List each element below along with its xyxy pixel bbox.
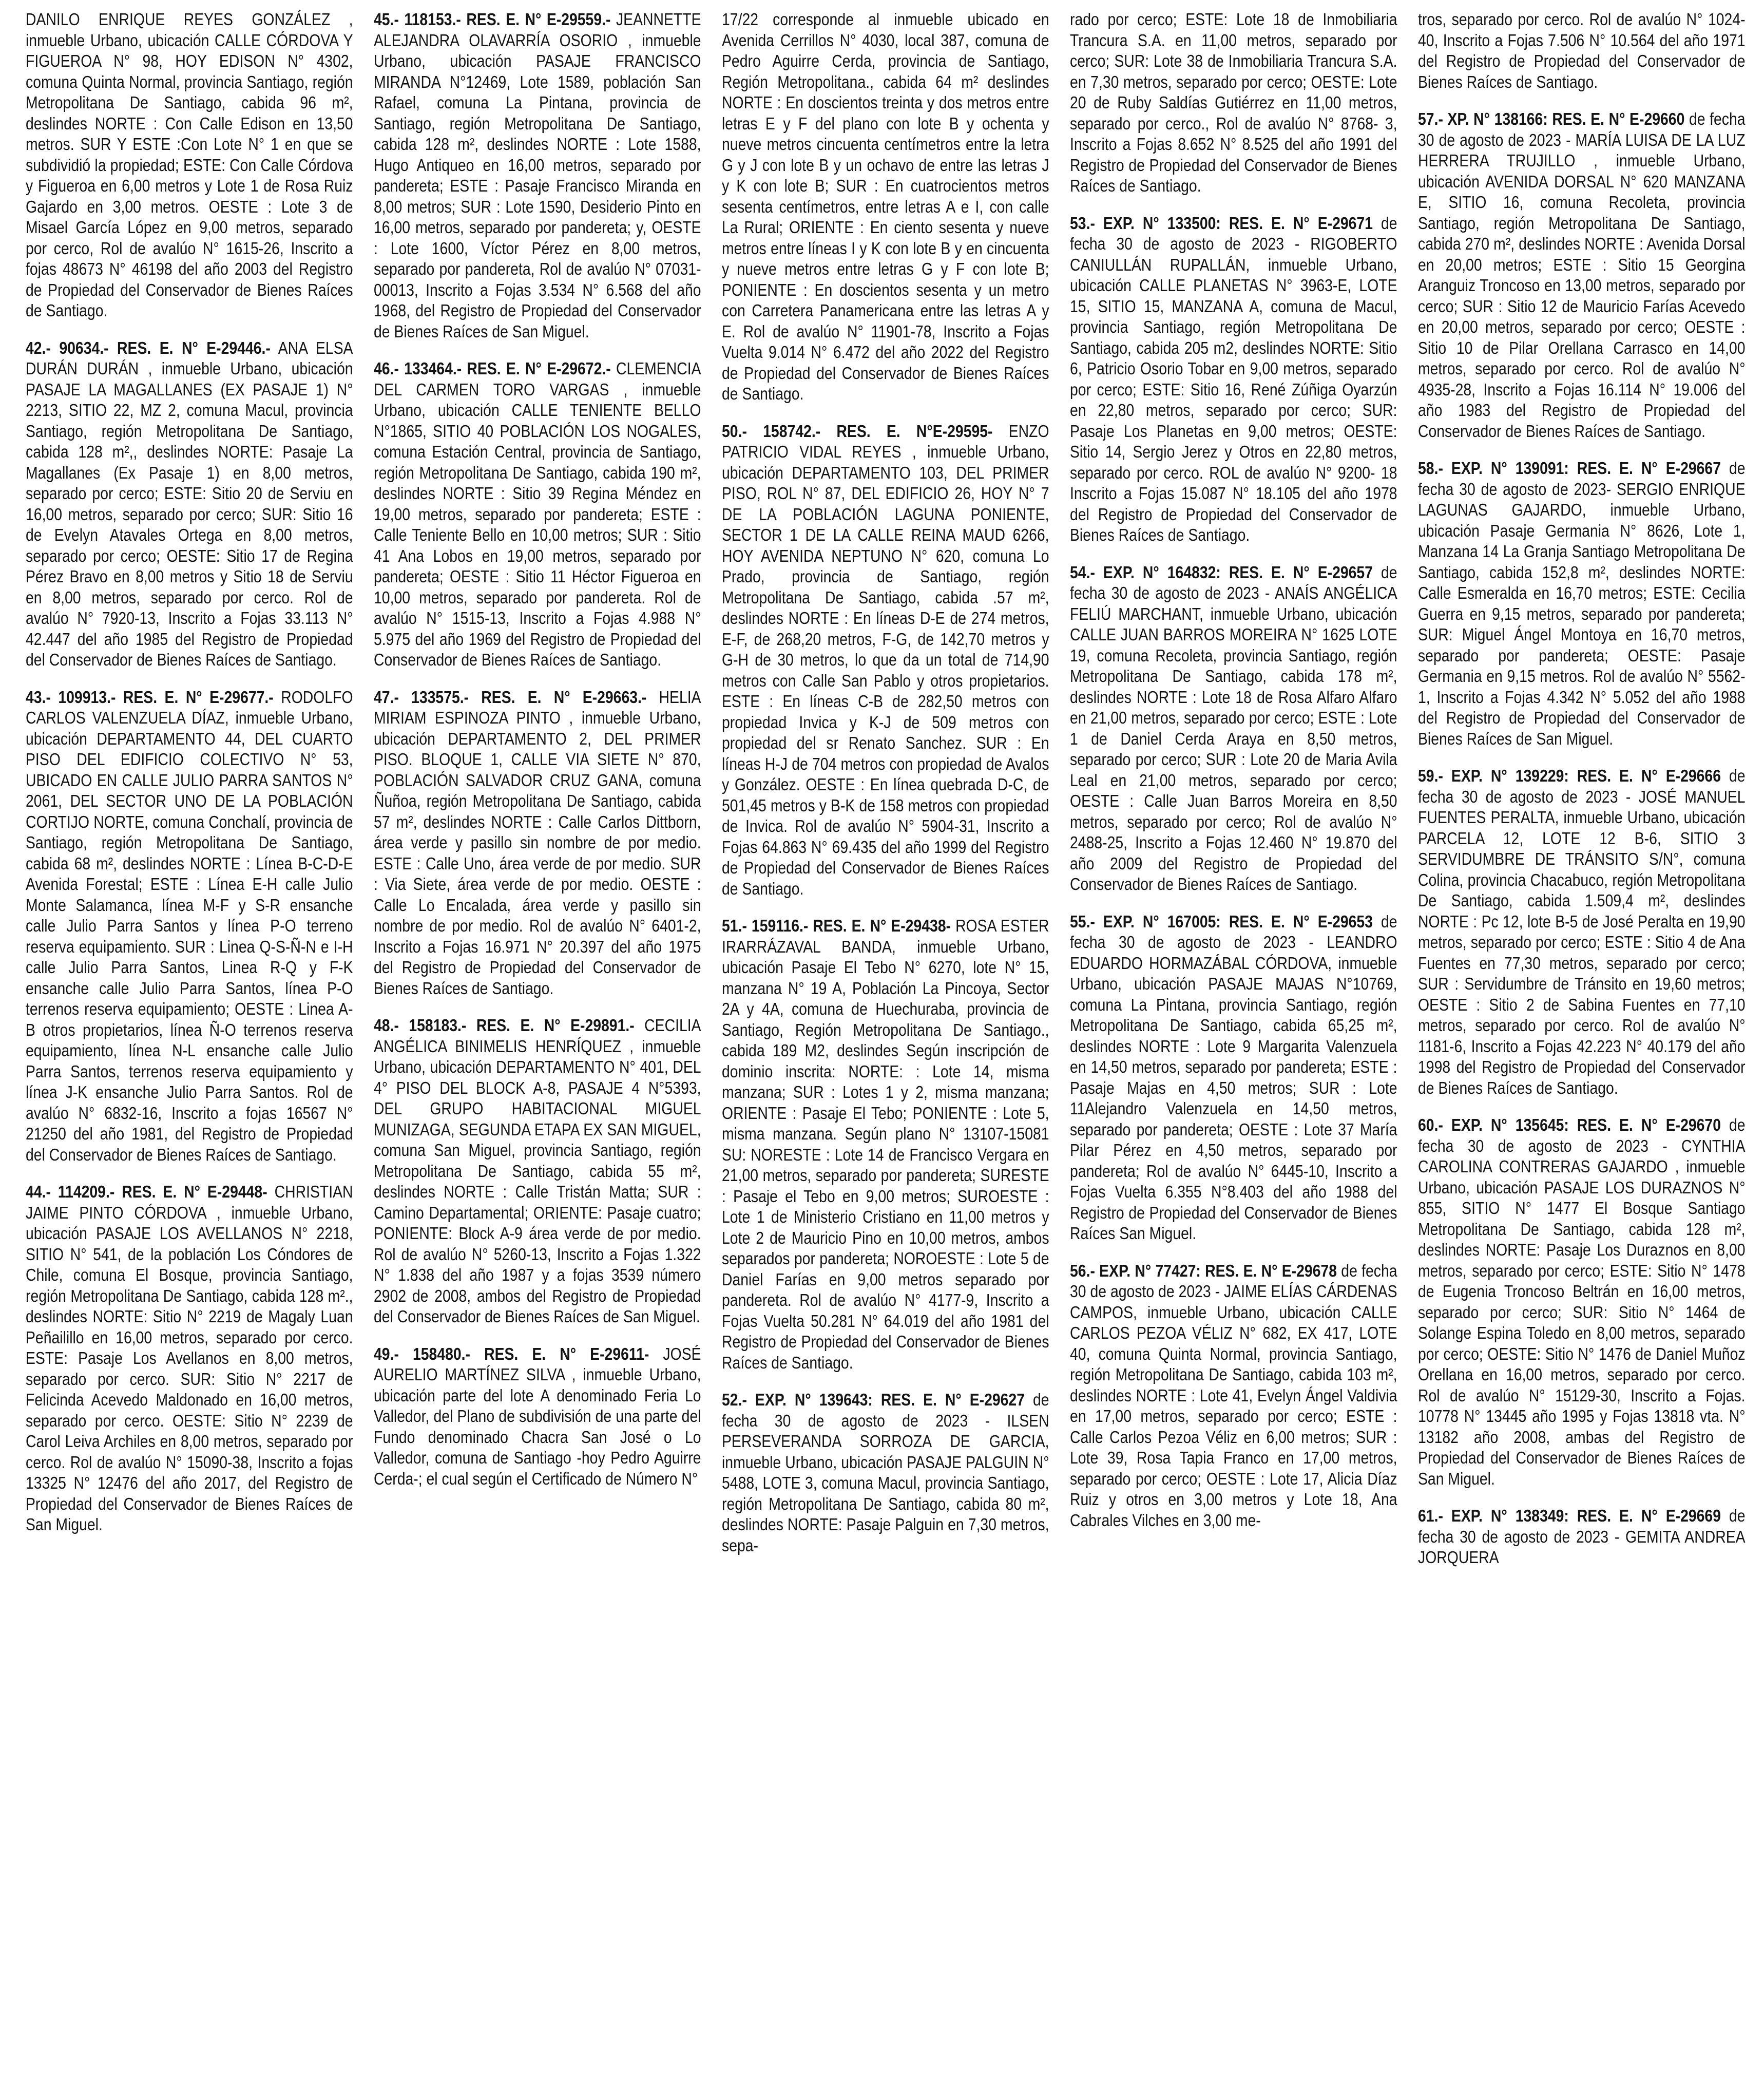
notice-continuation (722, 9, 1049, 405)
notice-continuation (1070, 9, 1397, 197)
notice-body: - JOSÉ MANUEL FUENTES PERALTA, inmueble Urbano, ubicación PARCELA 12, LOTE 12 B-6, SITIO 3 SERVIDUMBRE DE TRÁNSITO S/N°, comuna Colina, provincia Chacabuco, región Metropolitana De Santiago, cabida 1.509,4 m², deslindes NORTE : Pc 12, lote B-5 de José Peralta en 19,90 metros, separado por cerco; ESTE : Sitio 4 de Ana Fuentes en 77,30 metros, separado por cerco; SUR : Servidumbre de Tránsito en 19,60 metros; OESTE : Sitio 2 de Sabina Fuentes en 77,10 metros, separado por cerco. Rol de avalúo N° 1181-6, Inscrito a Fojas 42.223 N° 40.179 del año 1998 del Registro de Propiedad del Conservador de Bienes Raíces de Santiago. (1418, 787, 1746, 1097)
notice-entry (1418, 1115, 1746, 1489)
notice-entry (1070, 911, 1397, 1244)
notice-date: de fecha 30 de agosto de 2023 (1070, 213, 1397, 253)
notice-paragraph (1418, 109, 1746, 442)
notice-body: - JAIME ELÍAS CÁRDENAS CAMPOS, inmueble Urbano, ubicación CALLE CARLOS PEZOA VÉLIZ N° 682, EX 417, LOTE 40, comuna Quinta Normal, provincia Santiago, región Metropolitana De Santiago, cabida 103 m², deslindes NORTE : Lote 41, Evelyn Ángel Valdivia en 17,00 metros, separado por cerco; ESTE : Calle Carlos Pezoa Véliz en 6,00 metros; SUR : Lote 39, Rosa Tapia Franco en 17,00 metros, separado por cerco; OESTE : Lote 17, Alicia Díaz Ruiz y otros en 3,00 metros y Lote 18, Ana Cabrales Vilches en 3,00 me- (1070, 1282, 1397, 1530)
notice-body: - CYNTHIA CAROLINA CONTRERAS GAJARDO , inmueble Urbano, ubicación PASAJE LOS DURAZNOS N° 855, SITIO N° 1477 El Bosque Santiago Metropolitana De Santiago, cabida 128 m², deslindes NORTE: Pasaje Los Duraznos en 8,00 metros, separado por cerco; ESTE: Sitio N° 1478 de Eugenia Troncoso Beltrán en 16,00 metros, separado por cerco; SUR: Sitio N° 1464 de Solange Espina Toledo en 8,00 metros, separado por cerco; OESTE: Sitio N° 1476 de Daniel Muñoz Orellana en 16,00 metros, separado por cerco. Rol de avalúo N° 15129-30, Inscrito a Fojas. 10778 N° 13445 año 1995 y Fojas 13818 vta. N° 13182 año 2008, ambas del Registro de Propiedad del Conservador de Bienes Raíces de San Miguel. (1418, 1136, 1746, 1488)
notice-heading: 57.- XP. N° 138166: RES. E. N° E-29660 (1418, 109, 1685, 128)
notice-paragraph (722, 9, 1049, 405)
notice-body: ENZO PATRICIO VIDAL REYES , inmueble Urbano, ubicación DEPARTAMENTO 103, DEL PRIMER PISO, ROL N° 87, DEL EDIFICIO 26, HOY N° 7 DE LA POBLACIÓN LAGUNA PONIENTE, SECTOR 1 DE LA CALLE REINA MAUD 6266, HOY AVENIDA NEPTUNO N° 620, comuna Lo Prado, provincia de Santiago, región Metropolitana De Santiago, cabida .57 m², deslindes NORTE : En líneas D-E de 274 metros, E-F, de 268,20 metros, F-G, de 142,70 metros y G-H de 30 metros, lo que da un total de 714,90 metros con Calle San Pablo y otros propietarios. ESTE : En líneas C-B de 282,50 metros con propiedad Invica y K-J de 509 metros con propiedad del sr Renato Sanchez. SUR : En líneas H-J de 704 metros con propiedad de Avalos y González. OESTE : En línea quebrada D-C, de 501,45 metros y B-K de 158 metros con propiedad de Invica. Rol de avalúo N° 5904-31, Inscrito a Fojas 64.863 N° 69.435 del año 1999 del Registro de Propiedad del Conservador de Bienes Raíces de Santiago. (722, 421, 1049, 898)
notice-body: JOSÉ AURELIO MARTÍNEZ SILVA , inmueble Urbano, ubicación parte del lote A denominado Feria Lo Valledor, del Plano de subdivisión de una parte del Fundo denominado Chacra San José o Lo Valledor, comuna de Santiago -hoy Pedro Aguirre Cerda-; el cual según el Certificado de Número N° (374, 1344, 701, 1488)
notice-entry (722, 421, 1049, 900)
notice-paragraph (1418, 458, 1746, 749)
notice-body: ROSA ESTER IRARRÁZAVAL BANDA, inmueble Urbano, ubicación Pasaje El Tebo N° 6270, lote N° 15, manzana N° 19 A, Población La Pincoya, Sector 2A y 4A, comuna de Huechuraba, provincia de Santiago, Región Metropolitana De Santiago., cabida 189 M2, deslindes Según inscripción de dominio inscrita: NORTE: : Lote 14, misma manzana; SUR : Lotes 1 y 2, misma manzana; ORIENTE : Pasaje El Tebo; PONIENTE : Lote 5, misma manzana. Según plano N° 13107-15081 SU: NORESTE : Lote 14 de Francisco Vergara en 21,00 metros, separado por pandereta; SURESTE : Pasaje el Tebo en 9,00 metros; SUROESTE : Lote 1 de Ministerio Cristiano en 11,00 metros y Lote 2 de Mauricio Pino en 10,00 metros, ambos separados por pandereta; NOROESTE : Lote 5 de Daniel Farías en 9,00 metros separado por pandereta. Rol de avalúo N° 4177-9, Inscrito a Fojas Vuelta 50.281 N° 64.019 del año 1981 del Registro de Propiedad del Conservador de Bienes Raíces de Santiago. (722, 916, 1049, 1372)
notice-heading: 56.- EXP. N° 77427: RES. E. N° E-29678 (1070, 1261, 1337, 1280)
notice-body: - GEMITA ANDREA JORQUERA (1418, 1527, 1746, 1567)
notice-entry (374, 358, 701, 671)
notice-heading: 51.- 159116.- RES. E. N° E-29438- (722, 916, 951, 935)
notice-body: CHRISTIAN JAIME PINTO CÓRDOVA , inmueble Urbano, ubicación PASAJE LOS AVELLANOS N° 2218, SITIO N° 541, de la población Los Cóndores de Chile, comuna El Bosque, provincia Santiago, región Metropolitana De Santiago, cabida 128 m²., deslindes NORTE: Sitio N° 2219 de Magaly Luan Peñailillo en 16,00 metros, separado por cerco. ESTE: Pasaje Los Avellanos en 8,00 metros, separado por cerco. SUR: Sitio N° 2217 de Felicinda Acevedo Maldonado en 16,00 metros, separado por cerco. OESTE: Sitio N° 2239 de Carol Leiva Archiles en 8,00 metros, separado por cerco. Rol de avalúo N° 15090-38, Inscrito a fojas 13325 N° 12476 del año 2017, del Registro de Propiedad del Conservador de Bienes Raíces de San Miguel. (26, 1182, 353, 1534)
notice-paragraph (1070, 9, 1397, 197)
notice-paragraph (1070, 1261, 1397, 1531)
notice-paragraph (1418, 1506, 1746, 1568)
notice-entry (374, 9, 701, 342)
notice-entry (1418, 458, 1746, 749)
notice-body: HELIA MIRIAM ESPINOZA PINTO , inmueble Urbano, ubicación DEPARTAMENTO 2, DEL PRIMER PISO. BLOQUE 1, CALLE VIA SIETE N° 870, POBLACIÓN SALVADOR CRUZ GANA, comuna Ñuñoa, región Metropolitana De Santiago, cabida 57 m², deslindes NORTE : Calle Carlos Dittborn, área verde y pasillo sin nombre de por medio. ESTE : Calle Uno, área verde de por medio. SUR : Via Siete, área verde de por medio. OESTE : Calle Lo Encalada, área verde y pasillo sin nombre de por medio. Rol de avalúo N° 6401-2, Inscrito a Fojas 16.971 N° 20.397 del año 1975 del Registro de Propiedad del Conservador de Bienes Raíces de Santiago. (374, 687, 701, 998)
notice-entry (1070, 213, 1397, 546)
notice-paragraph (1418, 1115, 1746, 1489)
notice-paragraph (1070, 562, 1397, 895)
notice-entry (26, 1182, 353, 1535)
notice-body: 17/22 corresponde al inmueble ubicado en Avenida Cerrillos N° 4030, local 387, comuna de Pedro Aguirre Cerda, provincia de Santiago, Región Metropolitana., cabida 64 m² deslindes NORTE : En doscientos treinta y dos metros entre letras E y F del plano con lote B y ochenta y nueve metros cincuenta centímetros entre la letra G y J con lote B y un ochavo de entre las letras J y K con lote B; SUR : En cuatrocientos metros sesenta centímetros, entre letras A e I, con calle La Rural; ORIENTE : En ciento sesenta y nueve metros entre líneas I y K con lote B y en cincuenta y nueve metros entre letras G y F con lote B; PONIENTE : En doscientos sesenta y un metro con Carretera Panamericana entre las letras A y E. Rol de avalúo N° 11901-78, Inscrito a Fojas Vuelta 9.014 N° 6.472 del año 2022 del Registro de Propiedad del Conservador de Bienes Raíces de Santiago. (722, 10, 1049, 403)
text-column-3 (717, 9, 1054, 2085)
notice-body: CECILIA ANGÉLICA BINIMELIS HENRÍQUEZ , inmueble Urbano, ubicación DEPARTAMENTO N° 401, DEL 4° PISO DEL BLOCK A-8, PASAJE 4 N°5393, DEL GRUPO HABITACIONAL MIGUEL MUNIZAGA, SEGUNDA ETAPA EX SAN MIGUEL, comuna San Miguel, provincia Santiago, región Metropolitana De Santiago, cabida 55 m², deslindes NORTE : Calle Tristán Matta; SUR : Camino Departamental; ORIENTE: Pasaje cuatro; PONIENTE: Block A-9 área verde de por medio. Rol de avalúo N° 5260-13, Inscrito a Fojas 1.322 N° 1.838 del año 1987 y a fojas 3539 número 2902 de 2008, ambos del Registro de Propiedad del Conservador de Bienes Raíces de San Miguel. (374, 1016, 701, 1326)
notice-body: - SERGIO ENRIQUE LAGUNAS GAJARDO, inmueble Urbano, ubicación Pasaje Germania N° 8626, Lote 1, Manzana 14 La Granja Santiago Metropolitana De Santiago, cabida 152,8 m², deslindes NORTE: Calle Esmeralda en 16,70 metros; ESTE: Cecilia Guerra en 9,15 metros, separado por pandereta; SUR: Miguel Ángel Montoya en 16,70 metros, separado por pandereta; OESTE: Pasaje Germania en 9,15 metros. Rol de avalúo N° 5562-1, Inscrito a Fojas 4.342 N° 5.052 del año 1988 del Registro de Propiedad del Conservador de Bienes Raíces de San Miguel. (1418, 479, 1746, 748)
notice-body: - RIGOBERTO CANIULLÁN RUPALLÁN, inmueble Urbano, ubicación CALLE PLANETAS N° 3963-E, LOTE 15, SITIO 15, MANZANA A, comuna de Macul, provincia Santiago, región Metropolitana De Santiago, cabida 205 m2, deslindes NORTE: Sitio 6, Patricio Osorio Tobar en 9,00 metros, separado por cerco; ESTE: Sitio 16, René Zúñiga Oyarzún en 22,80 metros, separado por cerco; SUR: Pasaje Los Planetas en 9,00 metros; OESTE: Sitio 14, Sergio Jerez y Otros en 22,80 metros, separado por cerco. ROL de avalúo N° 9200- 18 Inscrito a Fojas 15.087 N° 18.105 del año 1978 del Registro de Propiedad del Conservador de Bienes Raíces de Santiago. (1070, 234, 1397, 544)
notice-continuation (26, 9, 353, 321)
notice-paragraph (374, 1344, 701, 1490)
notice-body: rado por cerco; ESTE: Lote 18 de Inmobiliaria Trancura S.A. en 11,00 metros, separado por cerco; SUR: Lote 38 de Inmobiliaria Trancura S.A. en 7,30 metros, separado por cerco; OESTE: Lote 20 de Ruby Saldías Gutiérrez en 11,00 metros, separado por cerco., Rol de avalúo N° 8768- 3, Inscrito a Fojas 8.652 N° 8.525 del año 1991 del Registro de Propiedad del Conservador de Bienes Raíces de Santiago. (1070, 10, 1397, 195)
notice-paragraph (1418, 9, 1746, 92)
notice-date: de fecha 30 de agosto de 2023 (722, 1390, 1049, 1430)
notice-heading: 50.- 158742.- RES. E. N°E-29595- (722, 421, 993, 441)
notice-heading: 59.- EXP. N° 139229: RES. E. N° E-29666 (1418, 766, 1721, 785)
notice-heading: 43.- 109913.- RES. E. N° E-29677.- (26, 687, 274, 707)
text-column-5 (1413, 9, 1751, 2085)
notice-body: ANA ELSA DURÁN DURÁN , inmueble Urbano, ubicación PASAJE LA MAGALLANES (EX PASAJE 1) N° 2213, SITIO 22, MZ 2, comuna Macul, provincia Santiago, región Metropolitana De Santiago, cabida 128 m²,, deslindes NORTE: Pasaje La Magallanes (Ex Pasaje 1) en 8,00 metros, separado por cerco; ESTE: Sitio 20 de Serviu en 16,00 metros, separado por cerco; SUR: Sitio 16 de Evelyn Atavales Ortega en 8,00 metros, separado por cerco; OESTE: Sitio 17 de Regina Pérez Bravo en 8,00 metros y Sitio 18 de Serviu en 8,00 metros, separado por cerco. Rol de avalúo N° 7920-13, Inscrito a Fojas 33.113 N° 42.447 del año 1985 del Registro de Propiedad del Conservador de Bienes Raíces de Santiago. (26, 338, 353, 669)
notice-entry (374, 1015, 701, 1327)
notice-entry (374, 1344, 701, 1490)
notice-continuation (1418, 9, 1746, 92)
notice-body: - MARÍA LUISA DE LA LUZ HERRERA TRUJILLO , inmueble Urbano, ubicación AVENIDA DORSAL N° 620 MANZANA E, SITIO 16, comuna Recoleta, provincia Santiago, región Metropolitana De Santiago, cabida 270 m², deslindes NORTE : Avenida Dorsal en 20,00 metros; ESTE : Sitio 15 Georgina Aranguiz Troncoso en 13,00 metros, separado por cerco; SUR : Sitio 12 de Mauricio Farías Acevedo en 20,00 metros, separado por cerco; OESTE : Sitio 10 de Pilar Orellana Carrasco en 14,00 metros, separado por cerco. Rol de avalúo N° 4935-28, Inscrito a Fojas 16.114 N° 19.006 del año 1983 del Registro de Propiedad del Conservador de Bienes Raíces de Santiago. (1418, 130, 1746, 441)
notice-body: tros, separado por cerco. Rol de avalúo N° 1024-40, Inscrito a Fojas 7.506 N° 10.564 del año 1971 del Registro de Propiedad del Conservador de Bienes Raíces de Santiago. (1418, 10, 1746, 91)
notice-body: - LEANDRO EDUARDO HORMAZÁBAL CÓRDOVA, inmueble Urbano, ubicación PASAJE MAJAS N°10769, comuna La Pintana, provincia Santiago, región Metropolitana De Santiago, cabida 65,25 m², deslindes NORTE : Lote 9 Margarita Valenzuela en 14,50 metros, separado por pandereta; ESTE : Pasaje Majas en 4,50 metros; SUR : Lote 11Alejandro Valenzuela en 14,50 metros, separado por pandereta; OESTE : Lote 37 María Pilar Pérez en 4,50 metros, separado por pandereta; Rol de avalúo N° 6445-10, Inscrito a Fojas Vuelta 6.355 N°8.403 del año 1988 del Registro de Propiedad del Conservador de Bienes Raíces San Miguel. (1070, 933, 1397, 1243)
notice-entry (26, 338, 353, 671)
notice-paragraph (374, 1015, 701, 1327)
notice-body: - ANAÍS ANGÉLICA FELIÚ MARCHANT, inmueble Urbano, ubicación CALLE JUAN BARROS MOREIRA N° 1625 LOTE 19, comuna Recoleta, provincia Santiago, región Metropolitana De Santiago, cabida 178 m², deslindes NORTE : Lote 18 de Rosa Alfaro Alfaro en 21,00 metros, separado por cerco; ESTE : Lote 1 de Daniel Cerda Araya en 8,50 metros, separado por cerco; SUR : Lote 20 de Maria Avila Leal en 21,00 metros, separado por cerco; OESTE : Calle Juan Barros Moreira en 8,50 metros, separado por cerco; Rol de avalúo N° 2488-25, Inscrito a Fojas 12.460 N° 19.870 del año 2009 del Registro de Propiedad del Conservador de Bienes Raíces de Santiago. (1070, 583, 1397, 894)
notice-paragraph (722, 916, 1049, 1373)
notice-body: DANILO ENRIQUE REYES GONZÁLEZ , inmueble Urbano, ubicación CALLE CÓRDOVA Y FIGUEROA N° 98, HOY EDISON N° 4302, comuna Quinta Normal, provincia Santiago, región Metropolitana De Santiago, cabida 96 m², deslindes NORTE : Con Calle Edison en 13,50 metros. SUR Y ESTE :Con Lote N° 1 en que se subdividió la propiedad; ESTE: Con Calle Córdova y Figueroa en 6,00 metros y Lote 1 de Rosa Ruiz Gajardo en 3,00 metros. OESTE : Lote 3 de Misael García López en 9,00 metros, separado por cerco, Rol de avalúo N° 1615-26, Inscrito a fojas 48673 N° 46198 del año 2003 del Registro de Propiedad del Conservador de Bienes Raíces de Santiago. (26, 10, 353, 320)
notice-heading: 48.- 158183.- RES. E. N° E-29891.- (374, 1016, 635, 1035)
notice-heading: 47.- 133575.- RES. E. N° E-29663.- (374, 687, 647, 707)
notice-heading: 46.- 133464.- RES. E. N° E-29672.- (374, 359, 611, 378)
notice-date: de fecha 30 de agosto de 2023 (1070, 1261, 1397, 1301)
notice-heading: 54.- EXP. N° 164832: RES. E. N° E-29657 (1070, 562, 1373, 582)
notice-date: de fecha 30 de agosto de 2023 (1418, 1506, 1746, 1546)
notice-body: JEANNETTE ALEJANDRA OLAVARRÍA OSORIO , inmueble Urbano, ubicación PASAJE FRANCISCO MIRANDA N°12469, Lote 1589, población San Rafael, comuna La Pintana, provincia de Santiago, región Metropolitana De Santiago, cabida 128 m², deslindes NORTE : Lote 1588, Hugo Antiqueo en 16,00 metros, separado por pandereta; ESTE : Pasaje Francisco Miranda en 8,00 metros; SUR : Lote 1590, Desiderio Pinto en 16,00 metros, separado por pandereta; y, OESTE : Lote 1600, Víctor Pérez en 8,00 metros, separado por pandereta, Rol de avalúo N° 07031- 00013, Inscrito a Fojas 3.534 N° 6.568 del año 1968, del Registro de Propiedad del Conservador de Bienes Raíces de San Miguel. (374, 10, 701, 341)
notice-entry (1070, 562, 1397, 895)
notice-paragraph (26, 687, 353, 1166)
notice-entry (374, 687, 701, 999)
text-column-4 (1065, 9, 1403, 2085)
notice-date: de fecha 30 de agosto de 2023 (1070, 562, 1397, 602)
notice-heading: 58.- EXP. N° 139091: RES. E. N° E-29667 (1418, 459, 1721, 478)
notice-heading: 45.- 118153.- RES. E. N° E-29559.- (374, 10, 611, 29)
notice-paragraph (1418, 766, 1746, 1098)
notice-paragraph (26, 1182, 353, 1535)
notice-date: de fecha 30 de agosto de 2023 (1418, 459, 1746, 499)
notice-heading: 44.- 114209.- RES. E. N° E-29448- (26, 1182, 267, 1201)
notice-entry (722, 1390, 1049, 1556)
notice-heading: 53.- EXP. N° 133500: RES. E. N° E-29671 (1070, 213, 1373, 233)
notice-body: RODOLFO CARLOS VALENZUELA DÍAZ, inmueble Urbano, ubicación DEPARTAMENTO 44, DEL CUARTO PISO DEL EDIFICIO COLECTIVO N° 53, UBICADO EN CALLE JULIO PARRA SANTOS N° 2061, DEL SECTOR UNO DE LA POBLACIÓN CORTIJO NORTE, comuna Conchalí, provincia de Santiago, región Metropolitana De Santiago, cabida 68 m², deslindes NORTE : Línea B-C-D-E Avenida Forestal; ESTE : Línea E-H calle Julio Monte Salamanca, línea M-F y S-R ensanche calle Julio Parra Santos y línea P-O terreno reserva equipamiento. SUR : Linea Q-S-Ñ-N e I-H calle Julio Parra Santos, Linea R-Q y F-K ensanche calle Julio Parra Santos, línea P-O terrenos reserva equipamiento; OESTE : Linea A-B otros propietarios, línea Ñ-O terrenos reserva equipamiento, línea N-L ensanche calle Julio Parra Santos, terrenos reserva equipamiento y línea J-K ensanche Julio Parra Santos. Rol de avalúo N° 6832-16, Inscrito a fojas 16567 N° 21250 del año 1981, del Registro de Propiedad del Conservador de Bienes Raíces de Santiago. (26, 687, 353, 1164)
notice-paragraph (374, 687, 701, 999)
notice-date: de fecha 30 de agosto de 2023 (1418, 766, 1746, 806)
notice-entry (1070, 1261, 1397, 1531)
notice-entry (1418, 1506, 1746, 1568)
notice-date: de fecha 30 de agosto de 2023 (1070, 911, 1397, 952)
notice-paragraph (722, 421, 1049, 900)
notice-heading: 42.- 90634.- RES. E. N° E-29446.- (26, 338, 271, 357)
notice-paragraph (722, 1390, 1049, 1556)
notice-entry (1418, 766, 1746, 1098)
notice-heading: 55.- EXP. N° 167005: RES. E. N° E-29653 (1070, 911, 1373, 931)
notice-heading: 49.- 158480.- RES. E. N° E-29611- (374, 1344, 649, 1363)
text-column-1 (21, 9, 358, 2085)
notice-heading: 60.- EXP. N° 135645: RES. E. N° E-29670 (1418, 1115, 1721, 1134)
notice-body: - ILSEN PERSEVERANDA SORROZA DE GARCIA, inmueble Urbano, ubicación PASAJE PALGUIN N° 5488, LOTE 3, comuna Macul, provincia Santiago, región Metropolitana De Santiago, cabida 80 m², deslindes NORTE: Pasaje Palguin en 7,30 metros, sepa- (722, 1411, 1049, 1555)
notice-heading: 61.- EXP. N° 138349: RES. E. N° E-29669 (1418, 1506, 1721, 1525)
notice-body: CLEMENCIA DEL CARMEN TORO VARGAS , inmueble Urbano, ubicación CALLE TENIENTE BELLO N°1865, SITIO 40 POBLACIÓN LOS NOGALES, comuna Estación Central, provincia de Santiago, región Metropolitana De Santiago, cabida 190 m², deslindes NORTE : Sitio 39 Regina Méndez en 19,00 metros, separado por pandereta; ESTE : Calle Teniente Bello en 10,00 metros; SUR : Sitio 41 Ana Lobos en 19,00 metros, separado por pandereta; OESTE : Sitio 11 Héctor Figueroa en 10,00 metros, separado por pandereta. Rol de avalúo N° 1515-13, Inscrito a Fojas 4.988 N° 5.975 del año 1969 del Registro de Propiedad del Conservador de Bienes Raíces de Santiago. (374, 359, 701, 669)
notice-paragraph (26, 338, 353, 671)
notice-paragraph (374, 358, 701, 671)
text-column-2 (369, 9, 706, 2085)
notice-date: de fecha 30 de agosto de 2023 (1418, 1115, 1746, 1155)
notice-paragraph (374, 9, 701, 342)
notice-date: de fecha 30 de agosto de 2023 (1418, 109, 1746, 149)
notice-paragraph (1070, 911, 1397, 1244)
notice-entry (722, 916, 1049, 1373)
notice-entry (1418, 109, 1746, 442)
notice-entry (26, 687, 353, 1166)
notice-heading: 52.- EXP. N° 139643: RES. E. N° E-29627 (722, 1390, 1025, 1409)
notice-paragraph (1070, 213, 1397, 546)
notice-paragraph (26, 9, 353, 321)
